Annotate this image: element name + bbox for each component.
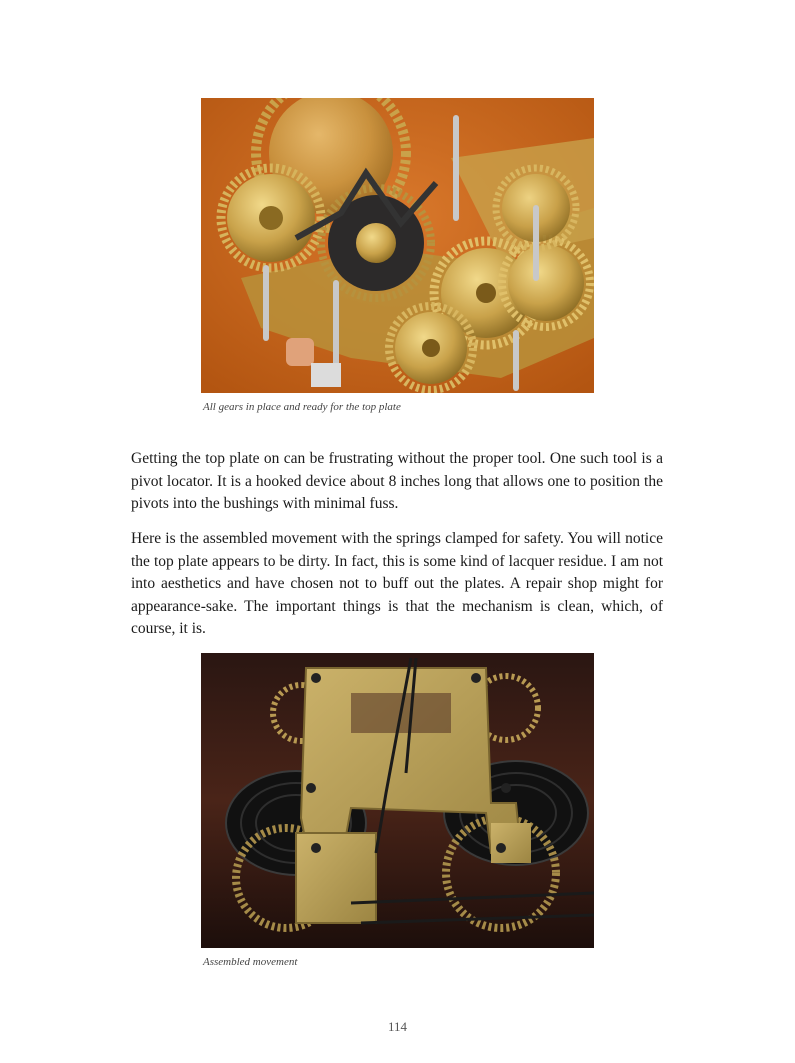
- figure-caption: Assembled movement: [203, 956, 298, 968]
- body-paragraph: Getting the top plate on can be frustrating without the proper tool. One such tool is a pivot locator. It is a hooked device about 8 inches long that allows one to position the pivots into the bushings with minimal fuss.: [131, 450, 663, 512]
- photo-assembled-movement: [201, 653, 594, 948]
- body-paragraph: Here is the assembled movement with the springs clamped for safety. You will notice the top plate appears to be dirty. In fact, this is some kind of lacquer residue. I am not into aesthetics and have chosen not to buff out the plates. A repair shop might for appearance-sake. The important things is that the mechanism is clean, which, of course, it is.: [131, 530, 663, 637]
- page-number: 114: [387, 1019, 408, 1034]
- photo-gears-in-place: [201, 98, 594, 393]
- figure-caption: All gears in place and ready for the top plate: [203, 401, 401, 413]
